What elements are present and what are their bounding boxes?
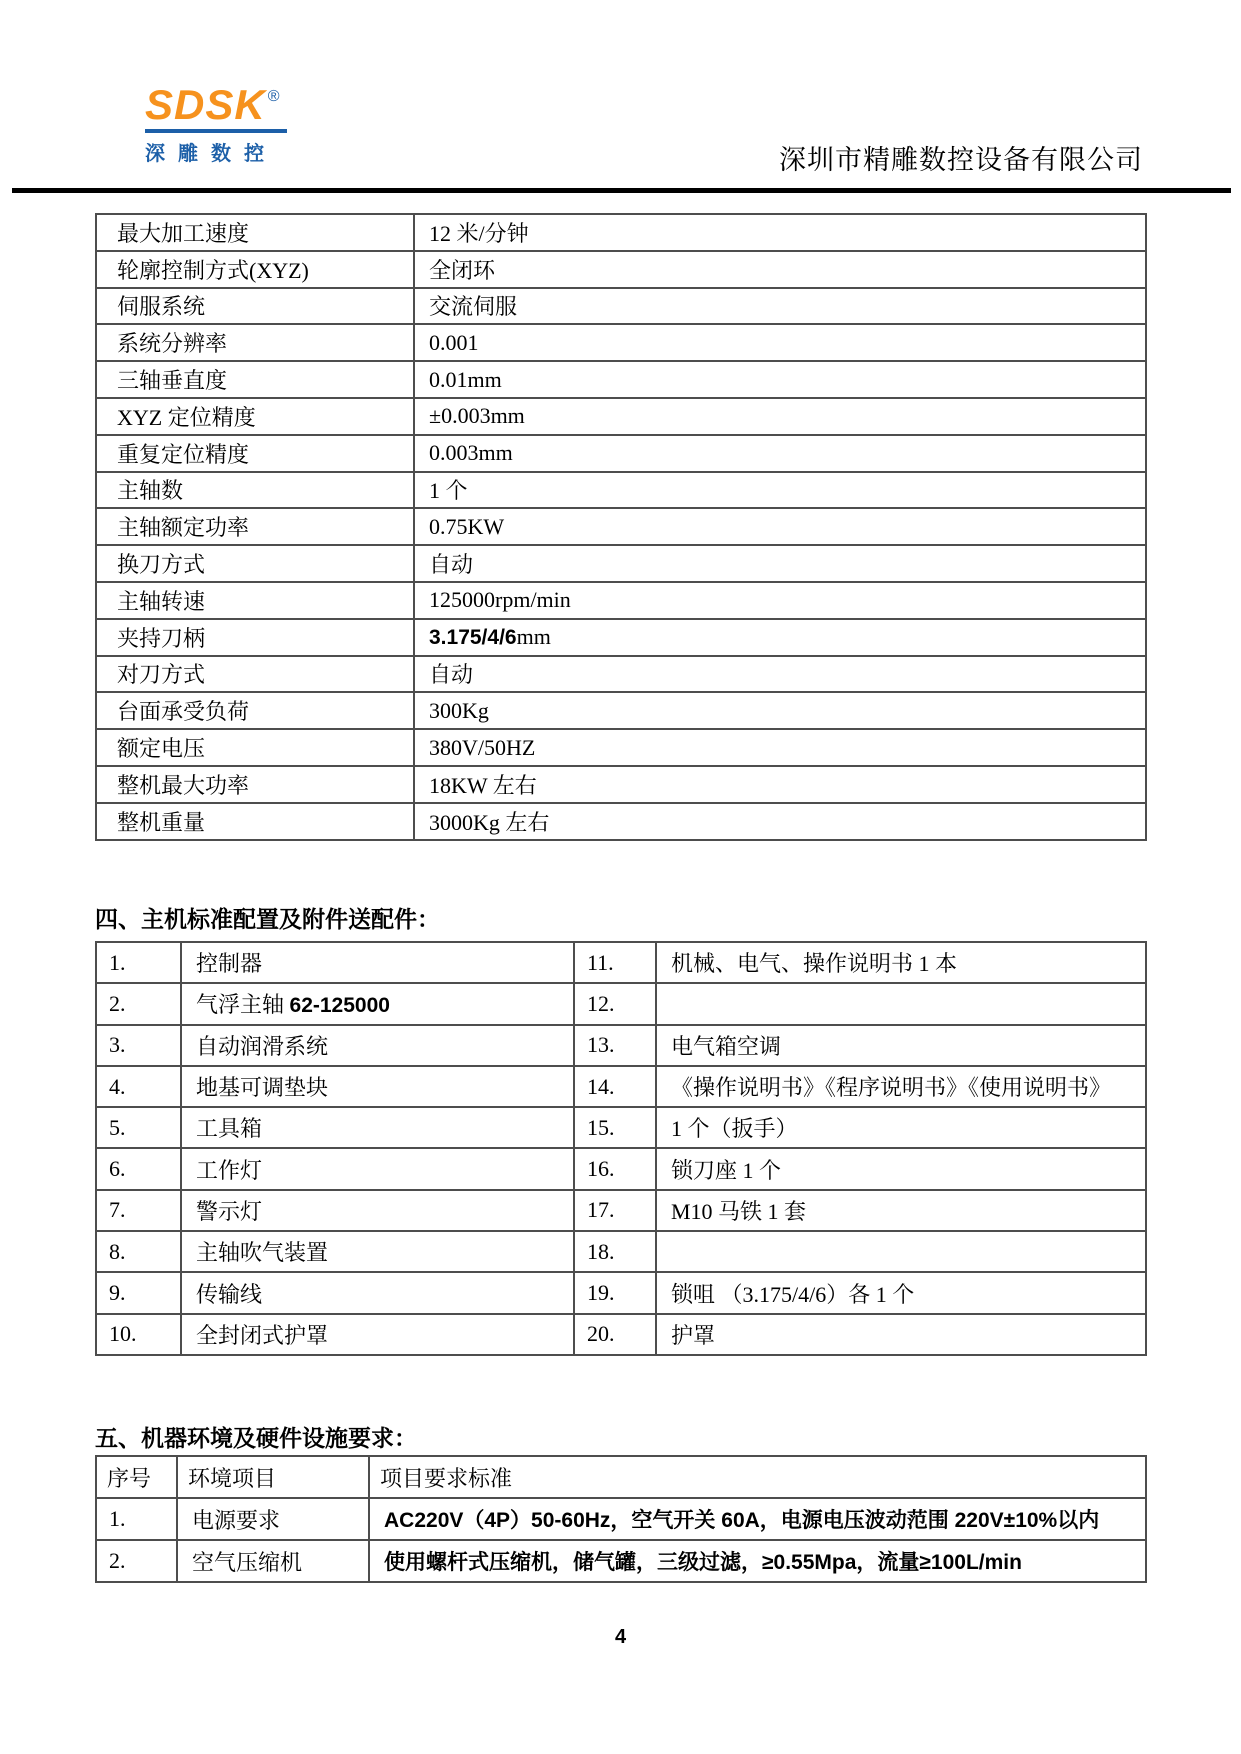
column-header-cell: 项目要求标准	[369, 1456, 1146, 1498]
header-divider	[12, 188, 1231, 193]
table-row	[96, 1272, 1146, 1313]
logo-wordmark-row	[145, 81, 295, 128]
page-number: 4	[614, 1626, 627, 1648]
item-number-cell: 20.	[574, 1314, 656, 1355]
spec-label-cell: 主轴数	[96, 472, 414, 509]
item-number-cell: 12.	[574, 983, 656, 1024]
section-title-standard-config: 四、主机标准配置及附件送配件：	[95, 906, 440, 932]
spec-value-cell: 0.003mm	[414, 435, 1146, 472]
item-name-cell: 工作灯	[181, 1148, 574, 1189]
table-row	[96, 288, 1146, 325]
column-header-cell: 序号	[96, 1456, 177, 1498]
table-row	[96, 729, 1146, 766]
spec-value-cell: 3000Kg 左右	[414, 803, 1146, 840]
item-name-cell: 《操作说明书》《程序说明书》《使用说明书》	[656, 1066, 1146, 1107]
spec-label-cell: 额定电压	[96, 729, 414, 766]
item-number-cell: 1.	[96, 942, 181, 983]
env-index-cell: 2.	[96, 1540, 177, 1582]
table-row	[96, 1148, 1146, 1189]
item-number-cell: 3.	[96, 1025, 181, 1066]
item-name-cell: 电气箱空调	[656, 1025, 1146, 1066]
env-index-cell: 1.	[96, 1498, 177, 1540]
column-header-cell: 环境项目	[177, 1456, 369, 1498]
spec-label-cell: 系统分辨率	[96, 324, 414, 361]
item-name-cell: 主轴吹气装置	[181, 1231, 574, 1272]
table-row	[96, 692, 1146, 729]
table-row	[96, 1190, 1146, 1231]
item-number-cell: 5.	[96, 1107, 181, 1148]
table-row	[96, 214, 1146, 251]
table-row	[96, 508, 1146, 545]
item-name-cell: 1 个（扳手）	[656, 1107, 1146, 1148]
item-number-cell: 16.	[574, 1148, 656, 1189]
item-number-cell: 6.	[96, 1148, 181, 1189]
spec-value-cell: 1 个	[414, 472, 1146, 509]
spec-label-cell: 主轴额定功率	[96, 508, 414, 545]
spec-value-cell: 交流伺服	[414, 288, 1146, 325]
text-segment: mm	[516, 624, 551, 650]
item-number-cell: 8.	[96, 1231, 181, 1272]
environment-table	[95, 1455, 1147, 1583]
spec-label-cell: 最大加工速度	[96, 214, 414, 251]
table-header-row	[96, 1456, 1146, 1498]
text-segment: 3.175/4/6	[429, 626, 517, 650]
table-row	[96, 545, 1146, 582]
spec-table	[95, 213, 1147, 841]
spec-value-cell: 0.75KW	[414, 508, 1146, 545]
item-name-cell: 传输线	[181, 1272, 574, 1313]
item-name-cell: 护罩	[656, 1314, 1146, 1355]
spec-label-cell: 主轴转速	[96, 582, 414, 619]
table-row	[96, 435, 1146, 472]
item-number-cell: 9.	[96, 1272, 181, 1313]
logo-underline	[145, 129, 287, 133]
table-row	[96, 324, 1146, 361]
item-name-cell: 机械、电气、操作说明书 1 本	[656, 942, 1146, 983]
spec-label-cell: 轮廓控制方式(XYZ)	[96, 251, 414, 288]
text-segment: 气浮主轴	[196, 992, 290, 1018]
item-number-cell: 18.	[574, 1231, 656, 1272]
spec-value-cell: 18KW 左右	[414, 766, 1146, 803]
item-name-cell: M10 马铁 1 套	[656, 1190, 1146, 1231]
table-row	[96, 619, 1146, 656]
table-row	[96, 398, 1146, 435]
item-name-cell	[656, 983, 1146, 1024]
spec-label-cell: XYZ 定位精度	[96, 398, 414, 435]
text-segment: AC220V（4P）50-60Hz，空气开关 60A，电源电压波动范围 220V±10%以内	[384, 1509, 1100, 1532]
table-row	[96, 1107, 1146, 1148]
spec-label-cell: 换刀方式	[96, 545, 414, 582]
item-name-cell: 锁刀座 1 个	[656, 1148, 1146, 1189]
spec-value-cell: 0.01mm	[414, 361, 1146, 398]
spec-value-cell: 自动	[414, 545, 1146, 582]
item-number-cell: 10.	[96, 1314, 181, 1355]
registered-trademark-icon: ®	[267, 88, 280, 105]
item-number-cell: 4.	[96, 1066, 181, 1107]
item-name-cell: 工具箱	[181, 1107, 574, 1148]
item-name-cell	[656, 1231, 1146, 1272]
table-row	[96, 251, 1146, 288]
text-segment: 62-125000	[289, 994, 390, 1018]
item-name-cell: 警示灯	[181, 1190, 574, 1231]
item-name-cell: 锁咀 （3.175/4/6）各 1 个	[656, 1272, 1146, 1313]
spec-value-cell: 380V/50HZ	[414, 729, 1146, 766]
spec-value-cell: 全闭环	[414, 251, 1146, 288]
table-row	[96, 361, 1146, 398]
spec-label-cell: 夹持刀柄	[96, 619, 414, 656]
table-row	[96, 1314, 1146, 1355]
item-number-cell: 7.	[96, 1190, 181, 1231]
text-segment: 使用螺杆式压缩机，储气罐，三级过滤，≥0.55Mpa，流量≥100L/min	[384, 1551, 1022, 1574]
spec-label-cell: 对刀方式	[96, 656, 414, 693]
item-name-cell: 地基可调垫块	[181, 1066, 574, 1107]
table-row	[96, 472, 1146, 509]
spec-value-cell: 自动	[414, 656, 1146, 693]
spec-label-cell: 整机最大功率	[96, 766, 414, 803]
table-row	[96, 1025, 1146, 1066]
item-number-cell: 2.	[96, 983, 181, 1024]
item-number-cell: 14.	[574, 1066, 656, 1107]
env-requirement-cell	[369, 1540, 1146, 1582]
item-name-cell: 自动润滑系统	[181, 1025, 574, 1066]
table-row	[96, 1498, 1146, 1540]
spec-label-cell: 重复定位精度	[96, 435, 414, 472]
table-row	[96, 1066, 1146, 1107]
table-row	[96, 582, 1146, 619]
item-name-cell: 全封闭式护罩	[181, 1314, 574, 1355]
env-requirement-cell	[369, 1498, 1146, 1540]
spec-value-cell: 125000rpm/min	[414, 582, 1146, 619]
table-row	[96, 766, 1146, 803]
table-row	[96, 983, 1146, 1024]
spec-value-cell: ±0.003mm	[414, 398, 1146, 435]
table-row	[96, 1231, 1146, 1272]
spec-label-cell: 台面承受负荷	[96, 692, 414, 729]
logo-chinese-name: 深雕数控	[145, 143, 277, 165]
config-table	[95, 941, 1147, 1356]
table-row	[96, 1540, 1146, 1582]
table-row	[96, 942, 1146, 983]
env-item-cell: 电源要求	[177, 1498, 369, 1540]
company-logo	[145, 81, 295, 166]
logo-wordmark: SDSK	[145, 81, 266, 128]
company-name: 深圳市精雕数控设备有限公司	[779, 145, 1143, 175]
spec-value-cell: 300Kg	[414, 692, 1146, 729]
spec-value-cell	[414, 619, 1146, 656]
item-name-cell	[181, 983, 574, 1024]
item-name-cell: 控制器	[181, 942, 574, 983]
env-item-cell: 空气压缩机	[177, 1540, 369, 1582]
spec-label-cell: 伺服系统	[96, 288, 414, 325]
section-title-environment-requirements: 五、机器环境及硬件设施要求：	[95, 1425, 417, 1451]
item-number-cell: 17.	[574, 1190, 656, 1231]
table-row	[96, 803, 1146, 840]
spec-value-cell: 0.001	[414, 324, 1146, 361]
item-number-cell: 15.	[574, 1107, 656, 1148]
table-row	[96, 656, 1146, 693]
item-number-cell: 19.	[574, 1272, 656, 1313]
spec-label-cell: 三轴垂直度	[96, 361, 414, 398]
item-number-cell: 13.	[574, 1025, 656, 1066]
spec-label-cell: 整机重量	[96, 803, 414, 840]
spec-value-cell: 12 米/分钟	[414, 214, 1146, 251]
item-number-cell: 11.	[574, 942, 656, 983]
